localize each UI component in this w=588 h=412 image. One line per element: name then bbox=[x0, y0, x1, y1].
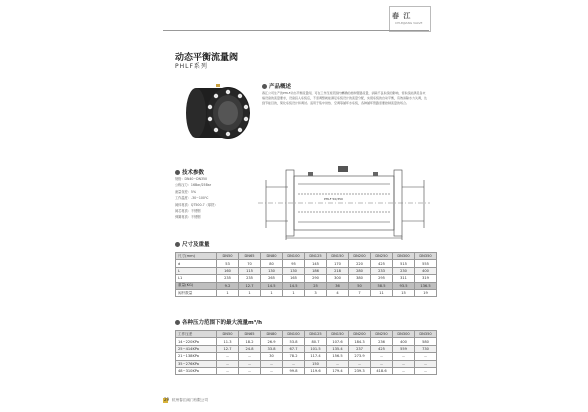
table-cell: 145 bbox=[305, 260, 327, 267]
table-cell: -- bbox=[371, 353, 393, 360]
table-cell: -- bbox=[415, 367, 437, 374]
table-cell: 515 bbox=[393, 260, 415, 267]
table-cell: 30 bbox=[261, 353, 283, 360]
table-cell: 136.5 bbox=[415, 282, 437, 289]
specs-heading: 技术参数 bbox=[175, 168, 204, 176]
table-header-row bbox=[176, 331, 437, 338]
table-cell: -- bbox=[217, 367, 239, 374]
table-cell: 36 bbox=[327, 282, 349, 289]
table-cell: -- bbox=[327, 360, 349, 367]
table-cell: 7 bbox=[349, 289, 371, 296]
table-cell: -- bbox=[261, 360, 283, 367]
table-row bbox=[176, 360, 437, 367]
spec-line: 工作温度：-30~100℃ bbox=[175, 196, 209, 201]
table-cell: 220 bbox=[349, 260, 371, 267]
table-row bbox=[176, 353, 437, 360]
table-cell: 19 bbox=[415, 289, 437, 296]
table-cell: 12.7 bbox=[239, 282, 261, 289]
logo-text: 春 江 bbox=[392, 12, 412, 20]
table-cell: 156.5 bbox=[327, 353, 349, 360]
table-header-cell: DN125 bbox=[305, 331, 327, 338]
table-cell: 319 bbox=[415, 275, 437, 282]
table-header-cell: 尺寸(mm) bbox=[176, 253, 217, 260]
table-cell: -- bbox=[393, 353, 415, 360]
section-bullet-icon bbox=[175, 242, 180, 247]
table-cell: 179.4 bbox=[327, 367, 349, 374]
flow-table bbox=[175, 330, 437, 375]
logo-subtext: CHUNJIANG VALVE bbox=[395, 21, 423, 25]
table-cell: 25~414KPa bbox=[176, 345, 217, 352]
table-cell: 25 bbox=[305, 282, 327, 289]
table-cell: 9.2 bbox=[217, 282, 239, 289]
page-subtitle: PHLF系列 bbox=[175, 63, 208, 70]
table-cell: -- bbox=[371, 360, 393, 367]
table-cell: 380 bbox=[349, 275, 371, 282]
table-row bbox=[176, 282, 437, 289]
table-header-cell: DN80 bbox=[261, 331, 283, 338]
table-cell: 14~220KPa bbox=[176, 338, 217, 345]
table-header-cell: DN100 bbox=[283, 331, 305, 338]
table-header-cell: DN50 bbox=[217, 253, 239, 260]
table-cell: L bbox=[176, 267, 217, 274]
table-cell: 290 bbox=[305, 275, 327, 282]
dims-table bbox=[175, 252, 437, 297]
table-header-cell: DN150 bbox=[327, 253, 349, 260]
table-cell: -- bbox=[239, 353, 261, 360]
table-cell: 67.7 bbox=[283, 345, 305, 352]
table-cell: 186 bbox=[305, 267, 327, 274]
table-cell: 12.7 bbox=[217, 345, 239, 352]
table-cell: -- bbox=[393, 367, 415, 374]
section-bullet-icon bbox=[175, 170, 180, 175]
page-title: 动态平衡流量阀 bbox=[175, 53, 239, 63]
table-cell: -- bbox=[415, 353, 437, 360]
table-cell: 117.4 bbox=[305, 353, 327, 360]
table-cell: 48~310KPa bbox=[176, 367, 217, 374]
table-cell: 1 bbox=[283, 289, 305, 296]
table-cell: 418.6 bbox=[371, 367, 393, 374]
product-photo bbox=[178, 80, 256, 146]
table-cell: 53.8 bbox=[283, 338, 305, 345]
table-cell: 230 bbox=[393, 267, 415, 274]
table-cell: 265 bbox=[261, 275, 283, 282]
table-header-cell: DN100 bbox=[283, 253, 305, 260]
table-cell: 730 bbox=[415, 345, 437, 352]
table-cell: d bbox=[176, 260, 217, 267]
table-header-cell: DN65 bbox=[239, 253, 261, 260]
spec-line: 规格：DN40~DN350 bbox=[175, 177, 208, 181]
table-cell: 14.5 bbox=[261, 282, 283, 289]
table-cell: 160 bbox=[217, 267, 239, 274]
page-number: 29 bbox=[164, 397, 170, 402]
table-cell: 26.9 bbox=[261, 338, 283, 345]
table-cell: 1 bbox=[261, 289, 283, 296]
table-cell: 555 bbox=[415, 260, 437, 267]
table-cell: 300 bbox=[327, 275, 349, 282]
table-header-cell: DN250 bbox=[371, 331, 393, 338]
table-cell: 70 bbox=[239, 260, 261, 267]
spec-line: 公称压力：16Bar/25Bar bbox=[175, 183, 212, 188]
section-bullet-icon bbox=[262, 84, 267, 89]
table-cell: 184.3 bbox=[349, 338, 371, 345]
table-cell: 400 bbox=[393, 338, 415, 345]
table-cell: 425 bbox=[371, 345, 393, 352]
table-cell: 93.5 bbox=[393, 282, 415, 289]
table-cell: -- bbox=[261, 367, 283, 374]
table-cell: 170 bbox=[327, 260, 349, 267]
table-cell: 3 bbox=[305, 289, 327, 296]
table-cell: 1 bbox=[239, 289, 261, 296]
table-cell: 99.8 bbox=[283, 367, 305, 374]
table-cell: 150 bbox=[305, 360, 327, 367]
table-cell: -- bbox=[239, 360, 261, 367]
overview-heading: 产品概述 bbox=[262, 82, 291, 90]
table-cell: 33.8 bbox=[261, 345, 283, 352]
table-header-cell: DN50 bbox=[217, 331, 239, 338]
table-row bbox=[176, 289, 437, 296]
table-cell: 1 bbox=[217, 289, 239, 296]
table-cell: -- bbox=[393, 360, 415, 367]
footer-company: 杭州春江阀门有限公司 bbox=[172, 398, 208, 402]
table-cell: 218 bbox=[327, 267, 349, 274]
table-cell: 115 bbox=[239, 267, 261, 274]
table-row bbox=[176, 275, 437, 282]
table-cell: -- bbox=[349, 360, 371, 367]
table-header-cell: DN250 bbox=[371, 253, 393, 260]
company-logo bbox=[389, 6, 431, 32]
table-header-cell: DN300 bbox=[393, 331, 415, 338]
table-cell: -- bbox=[217, 360, 239, 367]
table-cell: 580 bbox=[415, 338, 437, 345]
table-cell: 235 bbox=[217, 275, 239, 282]
table-cell: 58.5 bbox=[371, 282, 393, 289]
table-cell: 236 bbox=[371, 338, 393, 345]
table-cell: 107.6 bbox=[327, 338, 349, 345]
table-header-cell: 工作压差 bbox=[176, 331, 217, 338]
header-rule bbox=[163, 30, 429, 31]
table-cell: 239.3 bbox=[349, 367, 371, 374]
table-cell: 重量(KG) bbox=[176, 282, 217, 289]
drawing-label: PHLF 50/350 bbox=[324, 197, 343, 201]
table-row bbox=[176, 260, 437, 267]
spec-line: 流量误差：5% bbox=[175, 189, 196, 194]
spec-line: 阀芯材质：不锈钢 bbox=[175, 209, 201, 214]
table-header-cell: DN125 bbox=[305, 253, 327, 260]
table-cell: 130 bbox=[261, 267, 283, 274]
table-cell: 119.6 bbox=[305, 367, 327, 374]
table-cell: 233 bbox=[371, 267, 393, 274]
section-bullet-icon bbox=[175, 320, 180, 325]
table-cell: 235 bbox=[239, 275, 261, 282]
table-row bbox=[176, 338, 437, 345]
table-header-cell: DN200 bbox=[349, 253, 371, 260]
table-header-cell: DN150 bbox=[327, 331, 349, 338]
table-cell: 101.5 bbox=[305, 345, 327, 352]
table-header-row bbox=[176, 253, 437, 260]
table-cell: 130 bbox=[283, 267, 305, 274]
table-cell: 311 bbox=[393, 275, 415, 282]
table-cell: L1 bbox=[176, 275, 217, 282]
table-cell: 阀杆数量 bbox=[176, 289, 217, 296]
table-cell: 18.2 bbox=[239, 338, 261, 345]
table-cell: 295 bbox=[371, 275, 393, 282]
table-cell: 53 bbox=[217, 260, 239, 267]
table-cell: 280 bbox=[349, 267, 371, 274]
table-cell: 35~276KPa bbox=[176, 360, 217, 367]
table-header-cell: DN300 bbox=[393, 253, 415, 260]
technical-drawing bbox=[258, 160, 430, 240]
table-cell: 50 bbox=[349, 282, 371, 289]
table-cell: -- bbox=[217, 353, 239, 360]
table-header-cell: DN65 bbox=[239, 331, 261, 338]
table-header-cell: DN80 bbox=[261, 253, 283, 260]
table-cell: 135.4 bbox=[327, 345, 349, 352]
dims-heading: 尺寸及重量 bbox=[175, 240, 210, 248]
table-row bbox=[176, 345, 437, 352]
table-cell: 237 bbox=[349, 345, 371, 352]
table-cell: 400 bbox=[415, 267, 437, 274]
table-cell: -- bbox=[283, 360, 305, 367]
table-header-cell: DN350 bbox=[415, 253, 437, 260]
table-cell: 165 bbox=[283, 275, 305, 282]
table-cell: -- bbox=[239, 367, 261, 374]
table-cell: 11 bbox=[371, 289, 393, 296]
table-cell: 95 bbox=[283, 260, 305, 267]
table-cell: 559 bbox=[393, 345, 415, 352]
table-cell: 78.2 bbox=[283, 353, 305, 360]
table-cell: -- bbox=[415, 360, 437, 367]
table-cell: 15 bbox=[393, 289, 415, 296]
table-cell: 80.7 bbox=[305, 338, 327, 345]
table-cell: 273.9 bbox=[349, 353, 371, 360]
spec-line: 阀体材质：QT500-7（球铁） bbox=[175, 202, 218, 207]
table-cell: 4 bbox=[327, 289, 349, 296]
table-cell: 425 bbox=[371, 260, 393, 267]
table-header-cell: DN200 bbox=[349, 331, 371, 338]
flow-heading: 各种压力范围下的最大流量m³/h bbox=[175, 318, 262, 326]
table-cell: 80 bbox=[261, 260, 283, 267]
table-cell: 24.8 bbox=[239, 345, 261, 352]
specs-list bbox=[175, 176, 217, 221]
overview-text: 春江公司生产的PHLF动态平衡流量阀，可在工作压差范围内精确的控制管路流量，消除不良系统的影响，使系统能满足各末端设备的流量要求，设备投入系统后，不需调整就能满足系统设计的流量分配，实现系统的自动平衡，有效消除水力失调，达到节能目的，简化系统设计和调试。适用于集中供热、空调等循环水系统，各种循环管路需要控制流量的场合。 bbox=[262, 91, 428, 105]
table-cell: 21~138KPa bbox=[176, 353, 217, 360]
table-header-cell: DN350 bbox=[415, 331, 437, 338]
table-cell: 11.3 bbox=[217, 338, 239, 345]
table-row bbox=[176, 267, 437, 274]
spec-line: 弹簧材质：不锈钢 bbox=[175, 215, 201, 220]
table-cell: 14.5 bbox=[283, 282, 305, 289]
table-row bbox=[176, 367, 437, 374]
